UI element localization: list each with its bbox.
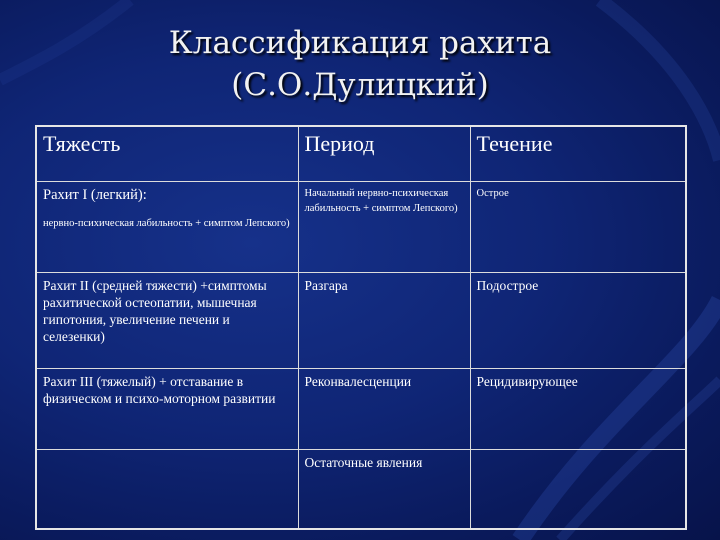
cell-period: Реконвалесценции — [298, 369, 470, 450]
slide-title-line2: (С.О.Дулицкий) — [231, 67, 489, 103]
cell-severity — [36, 182, 298, 273]
table-row — [36, 273, 686, 369]
severity-main-text: Рахит I (легкий): — [43, 187, 147, 203]
table-row — [36, 450, 686, 530]
severity-note-text: нервно-психическая лабильность + симптом Лепского) — [43, 218, 290, 229]
table-header-row — [36, 126, 686, 182]
cell-severity: Рахит II (средней тяжести) +симптомы рахитической остеопатии, мышечная гипотония, увеличение печени и селезенки) — [36, 273, 298, 369]
cell-period: Разгара — [298, 273, 470, 369]
header-course: Течение — [470, 126, 686, 182]
header-severity: Тяжесть — [36, 126, 298, 182]
cell-severity — [36, 450, 298, 530]
cell-course — [470, 450, 686, 530]
cell-course: Острое — [470, 182, 686, 273]
header-period: Период — [298, 126, 470, 182]
cell-period: Начальный нервно-психическая лабильность + симптом Лепского) — [298, 182, 470, 273]
table-row — [36, 369, 686, 450]
slide-title — [60, 22, 660, 106]
cell-course: Рецидивирующее — [470, 369, 686, 450]
slide-title-line1: Классификация рахита — [168, 25, 552, 61]
cell-course: Подострое — [470, 273, 686, 369]
table-row — [36, 182, 686, 273]
cell-period: Остаточные явления — [298, 450, 470, 530]
classification-table — [35, 125, 687, 530]
cell-severity: Рахит III (тяжелый) + отставание в физическом и психо-моторном развитии — [36, 369, 298, 450]
